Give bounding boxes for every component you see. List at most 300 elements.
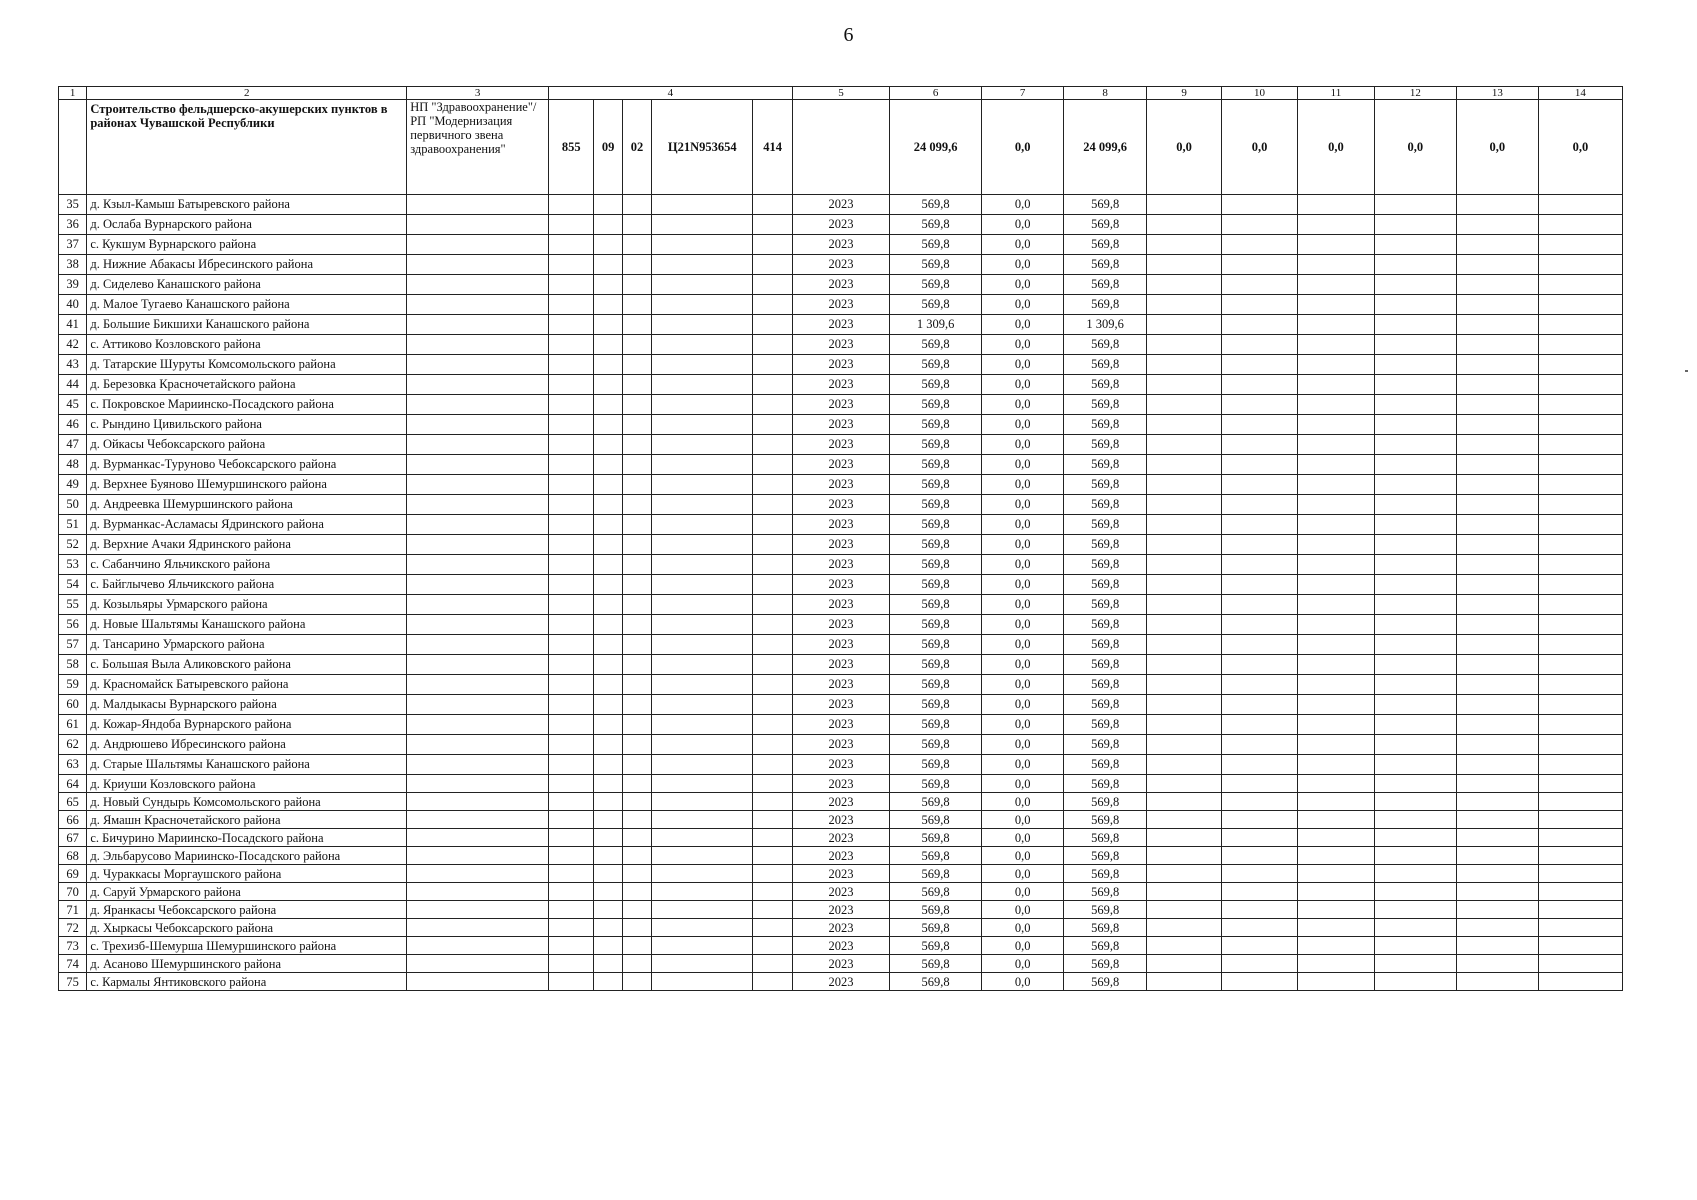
row-number: 43 [59,355,87,375]
republic-cell: 569,8 [1064,555,1147,575]
row-number: 41 [59,315,87,335]
target-cell [652,635,753,655]
settlement-name: с. Бичурино Мариинско-Посадского района [87,829,407,847]
col-12-cell [1374,937,1456,955]
republic-cell: 569,8 [1064,335,1147,355]
col-14-cell [1538,829,1622,847]
expense-cell [753,955,792,973]
section-cell [594,937,622,955]
col-13-cell [1456,355,1538,375]
subsection-cell [622,255,651,275]
column-number: 9 [1147,87,1222,100]
col-14-cell [1538,973,1622,991]
republic-cell: 569,8 [1064,955,1147,973]
federal-cell: 0,0 [982,395,1064,415]
section-cell [594,395,622,415]
row-number: 51 [59,515,87,535]
settlement-name: с. Кукшум Вурнарского района [87,235,407,255]
row-number: 56 [59,615,87,635]
ministry-cell [548,315,594,335]
subsection-cell [622,883,651,901]
col-10-cell [1222,215,1298,235]
col-14-cell [1538,695,1622,715]
section-cell [594,315,622,335]
col-11-cell [1297,195,1374,215]
target-cell [652,755,753,775]
section-cell [594,973,622,991]
row-number: 40 [59,295,87,315]
expense-cell [753,215,792,235]
settlement-name: д. Саруй Урмарского района [87,883,407,901]
col-13-cell [1456,195,1538,215]
year-cell: 2023 [792,535,889,555]
subsection-cell [622,595,651,615]
table-row [59,635,1623,655]
col-12-cell [1374,475,1456,495]
ministry-cell [548,435,594,455]
year-cell: 2023 [792,755,889,775]
table-row [59,435,1623,455]
col-14-cell [1538,235,1622,255]
col-12-cell [1374,715,1456,735]
column-number: 4 [548,87,792,100]
section-cell [594,235,622,255]
table-row [59,315,1623,335]
target-cell [652,955,753,973]
section-cell [594,675,622,695]
col-13-cell [1456,215,1538,235]
section-cell [594,919,622,937]
col-12-cell [1374,973,1456,991]
col-9-cell [1147,695,1222,715]
settlement-name: д. Малдыкасы Вурнарского района [87,695,407,715]
col-14-cell [1538,811,1622,829]
federal-cell: 0,0 [982,515,1064,535]
col-14-cell [1538,335,1622,355]
col-11-cell [1297,919,1374,937]
program-cell [407,315,549,335]
target-cell [652,435,753,455]
header-republic: 24 099,6 [1064,100,1147,195]
header-col-9: 0,0 [1147,100,1222,195]
settlement-name: д. Нижние Абакасы Ибресинского района [87,255,407,275]
subsection-cell [622,615,651,635]
col-13-cell [1456,735,1538,755]
expense-cell [753,335,792,355]
ministry-cell [548,793,594,811]
total-cell: 569,8 [890,255,982,275]
federal-cell: 0,0 [982,455,1064,475]
republic-cell: 569,8 [1064,715,1147,735]
expense-cell [753,847,792,865]
col-11-cell [1297,901,1374,919]
ministry-cell [548,847,594,865]
total-cell: 569,8 [890,375,982,395]
section-cell [594,775,622,793]
col-11-cell [1297,695,1374,715]
total-cell: 569,8 [890,755,982,775]
budget-table [58,86,1623,991]
total-cell: 569,8 [890,615,982,635]
column-number: 2 [87,87,407,100]
col-9-cell [1147,435,1222,455]
col-13-cell [1456,695,1538,715]
republic-cell: 569,8 [1064,937,1147,955]
total-cell: 569,8 [890,415,982,435]
year-cell: 2023 [792,355,889,375]
col-13-cell [1456,755,1538,775]
republic-cell: 569,8 [1064,919,1147,937]
year-cell: 2023 [792,415,889,435]
target-cell [652,829,753,847]
row-number: 60 [59,695,87,715]
ministry-cell [548,215,594,235]
section-cell [594,901,622,919]
table-row [59,847,1623,865]
program-cell [407,635,549,655]
col-12-cell [1374,865,1456,883]
expense-cell [753,735,792,755]
col-10-cell [1222,415,1298,435]
col-10-cell [1222,335,1298,355]
row-number: 39 [59,275,87,295]
col-14-cell [1538,919,1622,937]
table-row [59,275,1623,295]
republic-cell: 569,8 [1064,375,1147,395]
col-11-cell [1297,435,1374,455]
col-9-cell [1147,715,1222,735]
target-cell [652,315,753,335]
year-cell: 2023 [792,275,889,295]
federal-cell: 0,0 [982,335,1064,355]
row-number: 66 [59,811,87,829]
settlement-name: д. Криуши Козловского района [87,775,407,793]
federal-cell: 0,0 [982,811,1064,829]
col-13-cell [1456,865,1538,883]
col-10-cell [1222,775,1298,793]
col-9-cell [1147,793,1222,811]
settlement-name: д. Ойкасы Чебоксарского района [87,435,407,455]
expense-cell [753,755,792,775]
ministry-cell [548,865,594,883]
subsection-cell [622,735,651,755]
object-header-row [59,100,1623,195]
total-cell: 569,8 [890,275,982,295]
scan-speck [1685,370,1688,372]
settlement-name: д. Ослаба Вурнарского района [87,215,407,235]
target-cell [652,395,753,415]
federal-cell: 0,0 [982,937,1064,955]
expense-cell [753,435,792,455]
col-11-cell [1297,793,1374,811]
column-number: 8 [1064,87,1147,100]
header-col-14: 0,0 [1538,100,1622,195]
target-cell [652,575,753,595]
program-cell [407,735,549,755]
year-cell: 2023 [792,555,889,575]
col-12-cell [1374,555,1456,575]
settlement-name: д. Верхние Ачаки Ядринского района [87,535,407,555]
col-12-cell [1374,535,1456,555]
col-10-cell [1222,937,1298,955]
ministry-cell [548,675,594,695]
col-13-cell [1456,901,1538,919]
target-cell [652,375,753,395]
republic-cell: 569,8 [1064,495,1147,515]
col-11-cell [1297,755,1374,775]
row-number: 73 [59,937,87,955]
federal-cell: 0,0 [982,255,1064,275]
col-12-cell [1374,793,1456,811]
settlement-name: д. Эльбарусово Мариинско-Посадского района [87,847,407,865]
ministry-cell [548,883,594,901]
federal-cell: 0,0 [982,755,1064,775]
table-row [59,215,1623,235]
expense-cell [753,695,792,715]
expense-cell [753,919,792,937]
total-cell: 1 309,6 [890,315,982,335]
section-cell [594,335,622,355]
program-cell [407,901,549,919]
federal-cell: 0,0 [982,315,1064,335]
federal-cell: 0,0 [982,355,1064,375]
year-cell: 2023 [792,395,889,415]
federal-cell: 0,0 [982,865,1064,883]
federal-cell: 0,0 [982,847,1064,865]
program-cell [407,755,549,775]
col-12-cell [1374,455,1456,475]
col-13-cell [1456,847,1538,865]
table-row [59,811,1623,829]
col-11-cell [1297,495,1374,515]
expense-cell [753,535,792,555]
col-9-cell [1147,735,1222,755]
program-cell [407,415,549,435]
settlement-name: д. Новые Шальтямы Канашского района [87,615,407,635]
program-cell [407,829,549,847]
col-11-cell [1297,535,1374,555]
col-12-cell [1374,847,1456,865]
settlement-name: д. Красномайск Батыревского района [87,675,407,695]
year-cell: 2023 [792,575,889,595]
col-9-cell [1147,755,1222,775]
expense-cell [753,515,792,535]
ministry-cell [548,535,594,555]
col-9-cell [1147,635,1222,655]
row-number: 69 [59,865,87,883]
col-11-cell [1297,675,1374,695]
col-11-cell [1297,415,1374,435]
subsection-cell [622,675,651,695]
col-9-cell [1147,215,1222,235]
col-12-cell [1374,295,1456,315]
section-cell [594,475,622,495]
col-11-cell [1297,555,1374,575]
section-cell [594,695,622,715]
year-cell: 2023 [792,635,889,655]
settlement-name: д. Кзыл-Камыш Батыревского района [87,195,407,215]
ministry-cell [548,811,594,829]
year-cell: 2023 [792,315,889,335]
table-row [59,675,1623,695]
section-cell [594,435,622,455]
program-cell [407,255,549,275]
total-cell: 569,8 [890,595,982,615]
total-cell: 569,8 [890,695,982,715]
settlement-name: с. Сабанчино Яльчикского района [87,555,407,575]
col-13-cell [1456,375,1538,395]
table-row [59,515,1623,535]
col-13-cell [1456,675,1538,695]
target-cell [652,883,753,901]
target-cell [652,901,753,919]
settlement-name: д. Ямашн Красночетайского района [87,811,407,829]
subsection-cell [622,695,651,715]
expense-cell [753,793,792,811]
table-row [59,735,1623,755]
subsection-cell [622,355,651,375]
col-11-cell [1297,955,1374,973]
row-number: 44 [59,375,87,395]
col-10-cell [1222,847,1298,865]
expense-cell [753,937,792,955]
republic-cell: 569,8 [1064,775,1147,793]
republic-cell: 569,8 [1064,435,1147,455]
row-number: 74 [59,955,87,973]
row-number: 38 [59,255,87,275]
column-number: 10 [1222,87,1298,100]
column-number: 6 [890,87,982,100]
subsection-cell [622,775,651,793]
year-cell: 2023 [792,435,889,455]
total-cell: 569,8 [890,495,982,515]
col-14-cell [1538,555,1622,575]
expense-cell [753,775,792,793]
federal-cell: 0,0 [982,775,1064,793]
col-12-cell [1374,375,1456,395]
col-9-cell [1147,295,1222,315]
republic-cell: 569,8 [1064,215,1147,235]
col-10-cell [1222,695,1298,715]
col-14-cell [1538,715,1622,735]
expense-cell [753,415,792,435]
federal-cell: 0,0 [982,595,1064,615]
table-row [59,715,1623,735]
subsection-cell [622,475,651,495]
column-number: 3 [407,87,549,100]
col-13-cell [1456,455,1538,475]
federal-cell: 0,0 [982,475,1064,495]
year-cell: 2023 [792,829,889,847]
year-cell: 2023 [792,901,889,919]
col-12-cell [1374,215,1456,235]
col-14-cell [1538,215,1622,235]
col-10-cell [1222,195,1298,215]
col-11-cell [1297,615,1374,635]
year-cell: 2023 [792,865,889,883]
col-12-cell [1374,829,1456,847]
settlement-name: д. Андрюшево Ибресинского района [87,735,407,755]
col-9-cell [1147,973,1222,991]
federal-cell: 0,0 [982,275,1064,295]
federal-cell: 0,0 [982,793,1064,811]
col-10-cell [1222,615,1298,635]
col-13-cell [1456,811,1538,829]
program-cell [407,675,549,695]
total-cell: 569,8 [890,675,982,695]
settlement-name: д. Козыльяры Урмарского района [87,595,407,615]
col-14-cell [1538,955,1622,973]
col-14-cell [1538,575,1622,595]
subsection-cell [622,793,651,811]
total-cell: 569,8 [890,811,982,829]
republic-cell: 569,8 [1064,535,1147,555]
col-9-cell [1147,575,1222,595]
col-11-cell [1297,215,1374,235]
col-9-cell [1147,495,1222,515]
col-12-cell [1374,335,1456,355]
total-cell: 569,8 [890,355,982,375]
settlement-name: д. Вурманкас-Асламасы Ядринского района [87,515,407,535]
row-number: 49 [59,475,87,495]
ministry-cell [548,555,594,575]
settlement-name: с. Аттиково Козловского района [87,335,407,355]
col-12-cell [1374,755,1456,775]
table-row [59,865,1623,883]
header-col-11: 0,0 [1297,100,1374,195]
subsection-cell [622,335,651,355]
col-13-cell [1456,555,1538,575]
subsection-cell [622,955,651,973]
total-cell: 569,8 [890,937,982,955]
program-cell [407,475,549,495]
republic-cell: 569,8 [1064,395,1147,415]
col-13-cell [1456,973,1538,991]
expense-cell [753,829,792,847]
table-row [59,535,1623,555]
program-cell [407,575,549,595]
year-cell: 2023 [792,235,889,255]
row-number: 63 [59,755,87,775]
col-11-cell [1297,315,1374,335]
col-14-cell [1538,937,1622,955]
republic-cell: 569,8 [1064,793,1147,811]
row-number: 55 [59,595,87,615]
federal-cell: 0,0 [982,555,1064,575]
ministry-cell [548,255,594,275]
expense-cell [753,715,792,735]
ministry-cell [548,355,594,375]
col-11-cell [1297,355,1374,375]
expense-cell [753,555,792,575]
ministry-cell [548,973,594,991]
col-11-cell [1297,973,1374,991]
target-cell [652,793,753,811]
ministry-cell [548,829,594,847]
table-row [59,755,1623,775]
section-code: 09 [594,100,622,195]
federal-cell: 0,0 [982,615,1064,635]
ministry-cell [548,775,594,793]
row-number: 75 [59,973,87,991]
col-11-cell [1297,335,1374,355]
republic-cell: 569,8 [1064,275,1147,295]
subsection-cell [622,515,651,535]
row-number: 36 [59,215,87,235]
ministry-cell [548,275,594,295]
column-number: 12 [1374,87,1456,100]
row-number: 72 [59,919,87,937]
